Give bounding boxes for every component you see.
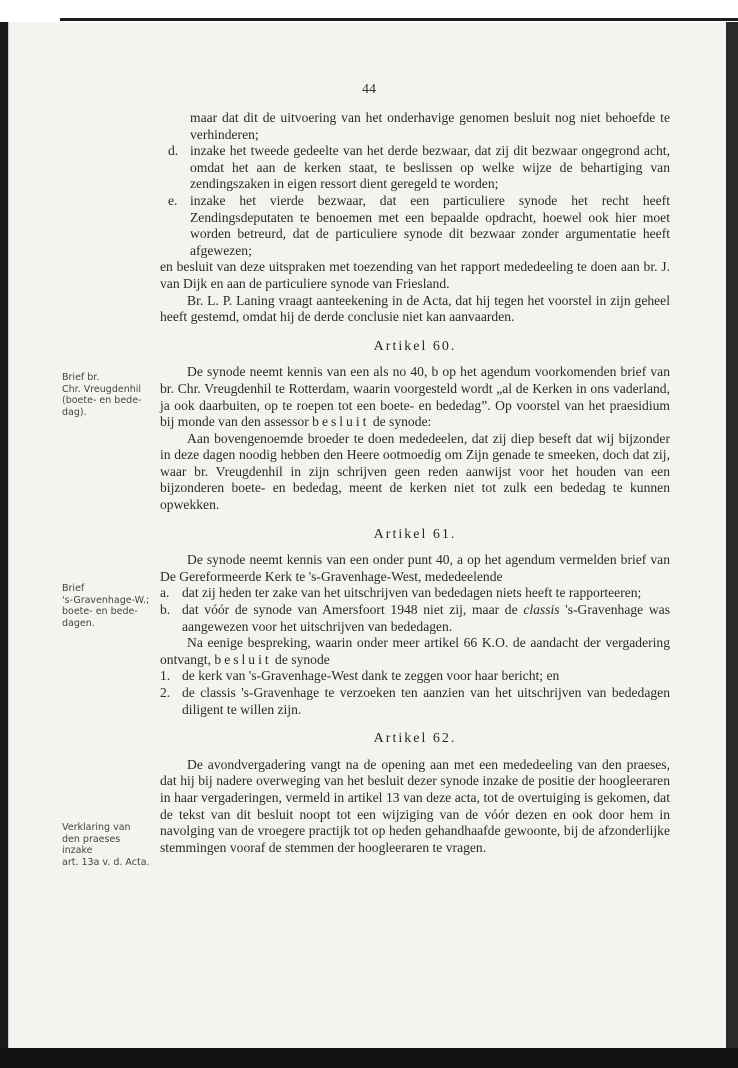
heading-artikel-61: Artikel 61.	[373, 526, 457, 542]
art60-para2: Aan bovengenoemde broeder te doen mededeelen, dat zij diep beseft dat wij bijzonder in deze dagen noodig hebben den Heere ootmoedig om Zijn genade te smeeken, doch dat zij, waar br. Vreugdenhil in zijn schrijven geen reden aanwijst voor het houden van een bijzonderen boete- en bededag, meent de kerken niet tot zulk een bededag te kunnen opwekken.	[160, 430, 670, 513]
list-label: a.	[160, 585, 170, 601]
margin-note-art62	[62, 822, 152, 868]
margin-note-line: dag).	[62, 406, 87, 418]
list-label: b.	[160, 602, 171, 618]
margin-note-line: Brief	[62, 583, 85, 594]
besluit-keyword: besluit	[214, 651, 272, 667]
margin-note-line: art. 13a v. d. Acta.	[62, 856, 150, 868]
art61-para1: De synode neemt kennis van een onder punt 40, a op het agendum vermelden brief van De Gereformeerde Kerk te 's-Gravenhage-West, mededeelende	[160, 552, 670, 584]
margin-note-line: Brief br.	[62, 372, 100, 383]
art60-para1-text: De synode neemt kennis van een als no 40, b op het agendum voorkomenden brief van br. Chr. Vreugdenhil te Rotterdam, waarin voorgesteld wordt „al de Kerken in ons vaderland, ja ook daarbuiten, op te roepen tot een boete- en bededag”. Op voorstel van het praesidium bij monde van den assessor	[160, 364, 670, 430]
margin-note-line: dagen.	[62, 617, 95, 629]
heading-artikel-60: Artikel 60.	[373, 338, 457, 354]
heading-artikel-62: Artikel 62.	[373, 731, 457, 747]
list-text-part: dat vóór de synode van Amersfoort 1948 niet zij, maar de	[182, 602, 518, 618]
classis-italic: classis	[523, 602, 560, 618]
list-text-part: 's-Gravenhage was aangewezen voor het uitschrijven van bededagen.	[182, 602, 670, 634]
list-item-2	[160, 685, 670, 718]
list-item-1	[160, 668, 670, 685]
list-item-b	[160, 602, 670, 635]
list-text: de kerk van 's-Gravenhage-West dank te zeggen voor haar bericht; en	[182, 668, 560, 684]
scan-edge-line	[60, 18, 738, 21]
scan-top-border	[0, 0, 738, 22]
page-number: 44	[362, 82, 376, 97]
intro-closing: en besluit van deze uitspraken met toezending van het rapport mededeeling te doen aan br. J. van Dijk en aan de particuliere synode van Friesland.	[160, 259, 670, 291]
laning-note: Br. L. P. Laning vraagt aanteekening in de Acta, dat hij tegen het voorstel in zijn geheel heeft gestemd, omdat hij de derde conclusie niet kan aanvaarden.	[160, 292, 670, 325]
intro-continuation: maar dat dit de uitvoering van het onderhavige genomen besluit nog niet behoefde te verhinderen;	[190, 110, 670, 142]
margin-note-line: (boete- en bede-	[62, 395, 142, 406]
list-item-e	[168, 193, 670, 259]
list-text: de classis 's-Gravenhage te verzoeken ten aanzien van het uitschrijven van bededagen diligent te willen zijn.	[182, 685, 670, 717]
scan-bottom-border	[0, 1048, 738, 1068]
margin-note-line: Verklaring van	[62, 822, 131, 833]
art61-para2-end: de synode	[275, 651, 330, 667]
list-text: inzake het tweede gedeelte van het derde bezwaar, dat zij dit bezwaar ongegrond acht, omdat het aan de kerken staat, te beslissen op welke wijze de behartiging van zendingszaken in eigen ressort dient geregeld te worden;	[190, 143, 670, 192]
art60-para1	[160, 364, 670, 430]
list-text: dat zij heden ter zake van het uitschrijven van bededagen niets heeft te rapporteeren;	[182, 585, 642, 601]
list-item-d	[168, 143, 670, 193]
margin-note-line: Chr. Vreugdenhil	[62, 383, 142, 395]
margin-note-line: den praeses inzake	[62, 833, 121, 856]
scan-right-edge	[726, 22, 738, 1048]
art61-para2-text: Na eenige bespreking, waarin onder meer artikel 66 K.O. de aandacht der vergadering ontvangt,	[160, 635, 670, 667]
margin-note-art60	[62, 372, 152, 418]
main-text	[160, 110, 670, 856]
list-label: 1.	[160, 668, 171, 684]
list-label: e.	[168, 192, 178, 208]
list-label: 2.	[160, 685, 171, 700]
besluit-keyword: besluit	[312, 414, 370, 430]
list-item-a	[160, 585, 670, 602]
art60-para1-end: de synode:	[372, 414, 432, 430]
list-text: inzake het vierde bezwaar, dat een particuliere synode het recht heeft Zendingsdeputaten te benoemen met een bepaalde opdracht, hoewel ook hier moet worden betreurd, dat de particuliere synode dit bezwaar zonder argumentatie heeft afgewezen;	[190, 192, 670, 258]
list-label: d.	[168, 143, 179, 159]
art61-para2	[160, 635, 670, 668]
margin-note-art61	[62, 583, 152, 629]
list-text	[174, 602, 670, 635]
margin-note-line: boete- en bede-	[62, 606, 138, 617]
margin-note-line: 's-Gravenhage-W.;	[62, 594, 150, 606]
art62-para1: De avondvergadering vangt na de opening aan met een mededeeling van den praeses, dat hij bij nadere overweging van het besluit dezer synode inzake de positie der hoogleeraren in haar vergaderingen, vermeld in artikel 13 van deze acta, tot de overtuiging is gekomen, dat de tekst van dit besluit noopt tot een wijziging van de vóór dezen en ook door hem in navolging van de vroegere practijk tot op heden gehandhaafde gewoonte, bij de afzonderlijke stemmingen vooraf de stemmen der hoogleeraren te vragen.	[160, 756, 670, 855]
